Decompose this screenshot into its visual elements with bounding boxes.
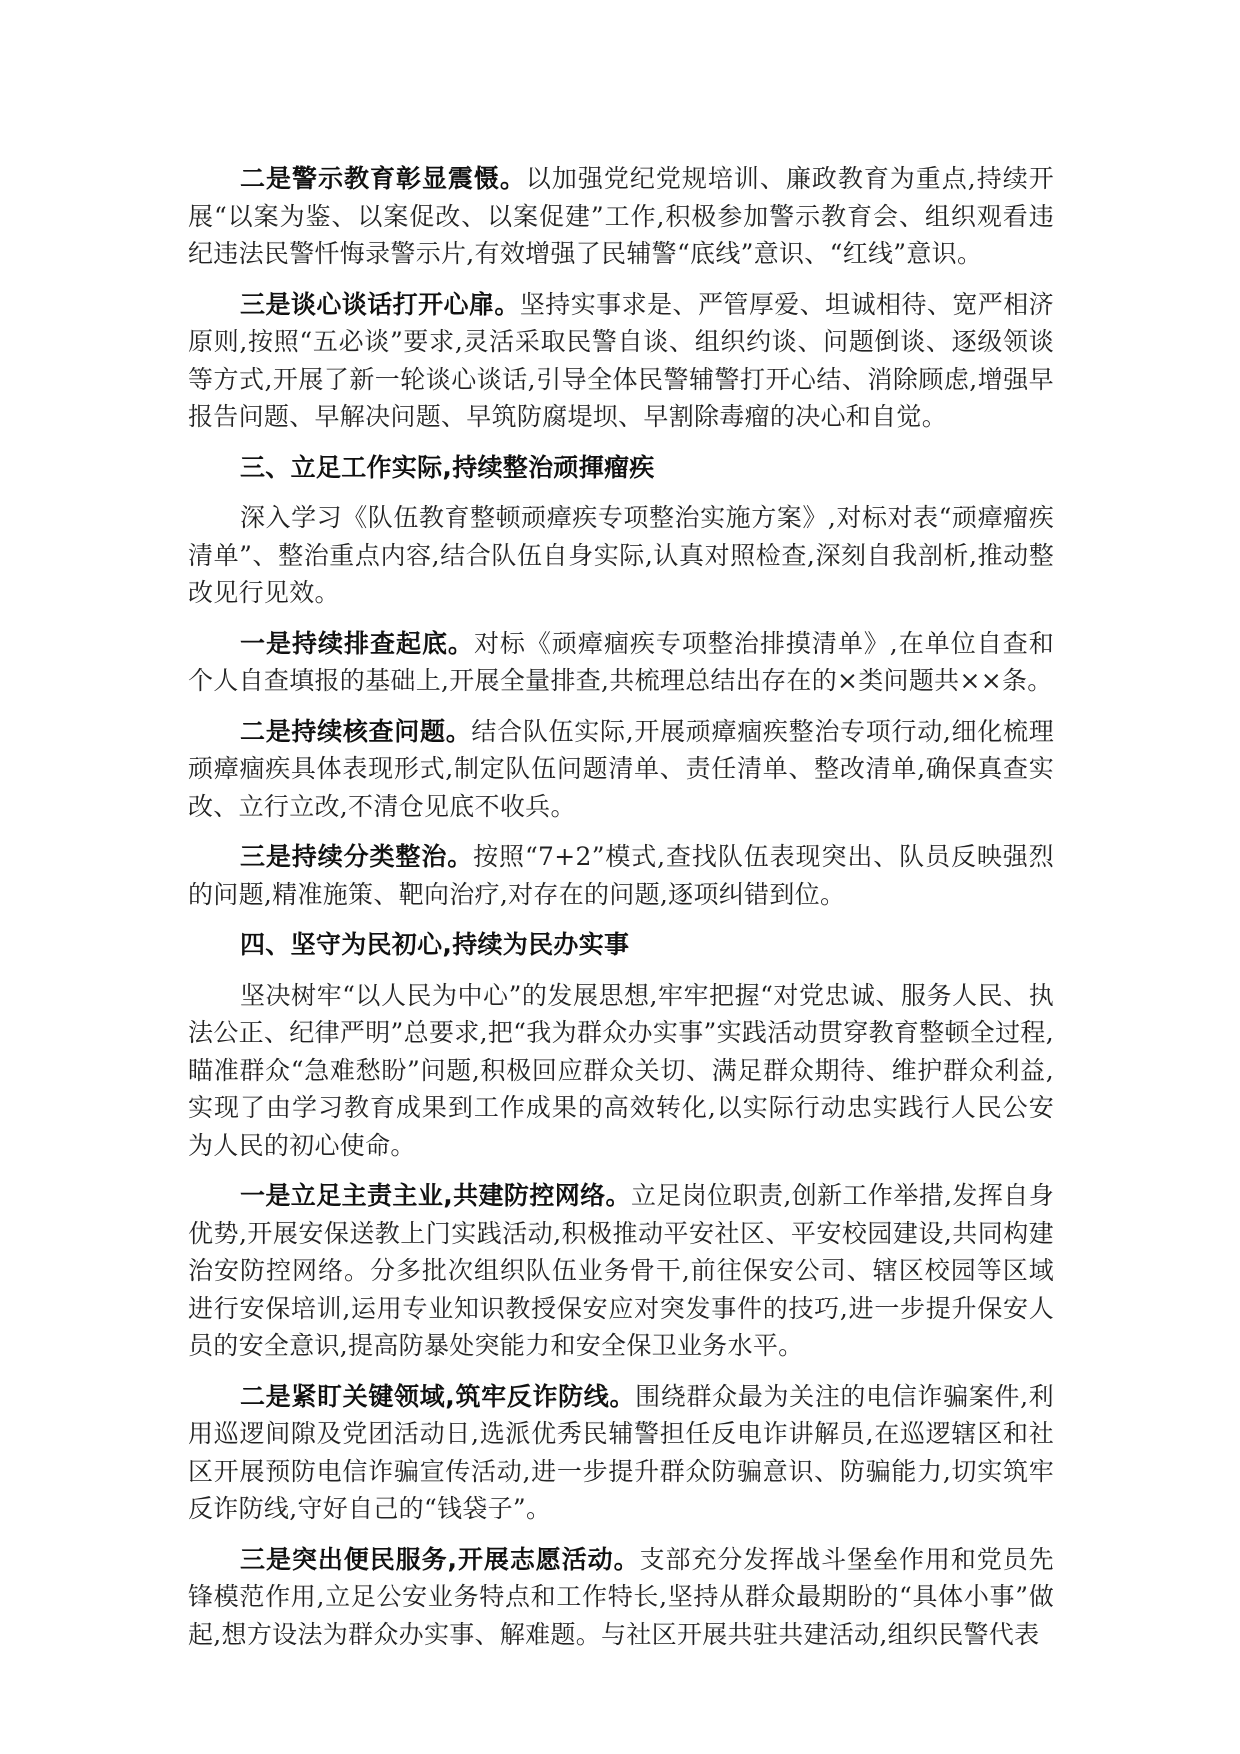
paragraph-lead: 一是持续排查起底。: [240, 628, 474, 658]
paragraph-text: 围绕群众最为关注的电信诈骗案件,利用巡逻间隙及党团活动日,选派优秀民辅警担任反电诈讲解员,在巡逻辖区和社区开展预防电信诈骗宣传活动,进一步提升群众防骗意识、防骗能力,切实筑牢反诈防线,守好自己的“钱袋子”。: [188, 1381, 1054, 1523]
paragraph-volunteer-service: [188, 1541, 1054, 1654]
paragraph-lead: 三是突出便民服务,开展志愿活动。: [240, 1544, 640, 1574]
paragraph-text: 支部充分发挥战斗堡垒作用和党员先锋模范作用,立足公安业务特点和工作特长,坚持从群众最期盼的“具体小事”做起,想方设法为群众办实事、解难题。与社区开展共驻共建活动,组织民警代表: [188, 1544, 1054, 1649]
document-page: [188, 160, 1054, 1666]
paragraph-text: 对标《顽瘴痼疾专项整治排摸清单》,在单位自查和个人自查填报的基础上,开展全量排查,共梳理总结出存在的×类问题共××条。: [188, 628, 1054, 695]
paragraph-lead: 三是持续分类整治。: [240, 842, 474, 871]
paragraph-anti-fraud: [188, 1378, 1054, 1528]
paragraph-prevention-network: [188, 1177, 1054, 1365]
paragraph-classified-rectification: [188, 838, 1054, 913]
paragraph-section-3-intro: [188, 499, 1054, 612]
paragraph-text: 坚决树牢“以人民为中心”的发展思想,牢牢把握“对党忠诚、服务人民、执法公正、纪律严明”总要求,把“我为群众办实事”实践活动贯穿教育整顿全过程,瞄准群众“急难愁盼”问题,积极回应群众关切、满足群众期待、维护群众利益,实现了由学习教育成果到工作成果的高效转化,以实际行动忠实践行人民公安为人民的初心使命。: [188, 980, 1054, 1160]
section-heading-3: 三、立足工作实际,持续整治顽揮瘤疾: [240, 452, 655, 482]
paragraph-section-4-intro: [188, 977, 1054, 1165]
paragraph-lead: 二是紧盯关键领域,筑牢反诈防线。: [240, 1381, 636, 1411]
paragraph-lead: 三是谈心谈话打开心扉。: [240, 289, 520, 319]
paragraph-lead: 一是立足主责主业,共建防控网络。: [240, 1181, 631, 1210]
section-heading-4: 四、坚守为民初心,持续为民办实事: [240, 930, 630, 959]
paragraph-lead: 二是警示教育彰显震慑。: [240, 164, 526, 193]
paragraph-text: 以加强党纪党规培训、廉政教育为重点,持续开展“以案为鉴、以案促改、以案促建”工作,积极参加警示教育会、组织观看违纪违法民警忏悔录警示片,有效增强了民辅警“底线”意识、“红线”意识。: [188, 164, 1055, 268]
paragraph-continuous-verification: [188, 713, 1054, 826]
paragraph-text: 立足岗位职责,创新工作举措,发挥自身优势,开展安保送教上门实践活动,积极推动平安社区、平安校园建设,共同构建治安防控网络。分多批次组织队伍业务骨干,前往保安公司、辖区校园等区域进行安保培训,运用专业知识教授保安应对突发事件的技巧,进一步提升保安人员的安全意识,提高防暴处突能力和安全保卫业务水平。: [188, 1181, 1054, 1360]
paragraph-text: 坚持实事求是、严管厚爱、坦诚相待、宽严相济原则,按照“五必谈”要求,灵活采取民警自谈、组织约谈、问题倒谈、逐级领谈等方式,开展了新一轮谈心谈话,引导全体民警辅警打开心结、消除顾虑,增强早报告问题、早解决问题、早筑防腐堤坝、早割除毒瘤的决心和自觉。: [188, 289, 1054, 431]
paragraph-text: 按照“7+2”模式,查找队伍表现突出、队员反映强烈的问题,精准施策、靶向治疗,对存在的问题,逐项纠错到位。: [188, 842, 1054, 909]
paragraph-text: 深入学习《队伍教育整顿顽瘴疾专项整治实施方案》,对标对表“顽瘴瘤疾清单”、整治重点内容,结合队伍自身实际,认真对照检查,深刻自我剖析,推动整改见行见效。: [188, 503, 1054, 607]
paragraph-lead: 二是持续核查问题。: [240, 716, 472, 746]
paragraph-text: 结合队伍实际,开展顽瘴痼疾整治专项行动,细化梳理顽瘴痼疾具体表现形式,制定队伍问题清单、责任清单、整改清单,确保真查实改、立行立改,不清仓见底不收兵。: [188, 716, 1054, 821]
paragraph-warning-education: [188, 160, 1054, 273]
paragraph-heart-to-heart: [188, 286, 1054, 436]
paragraph-continuous-screening: [188, 625, 1054, 700]
